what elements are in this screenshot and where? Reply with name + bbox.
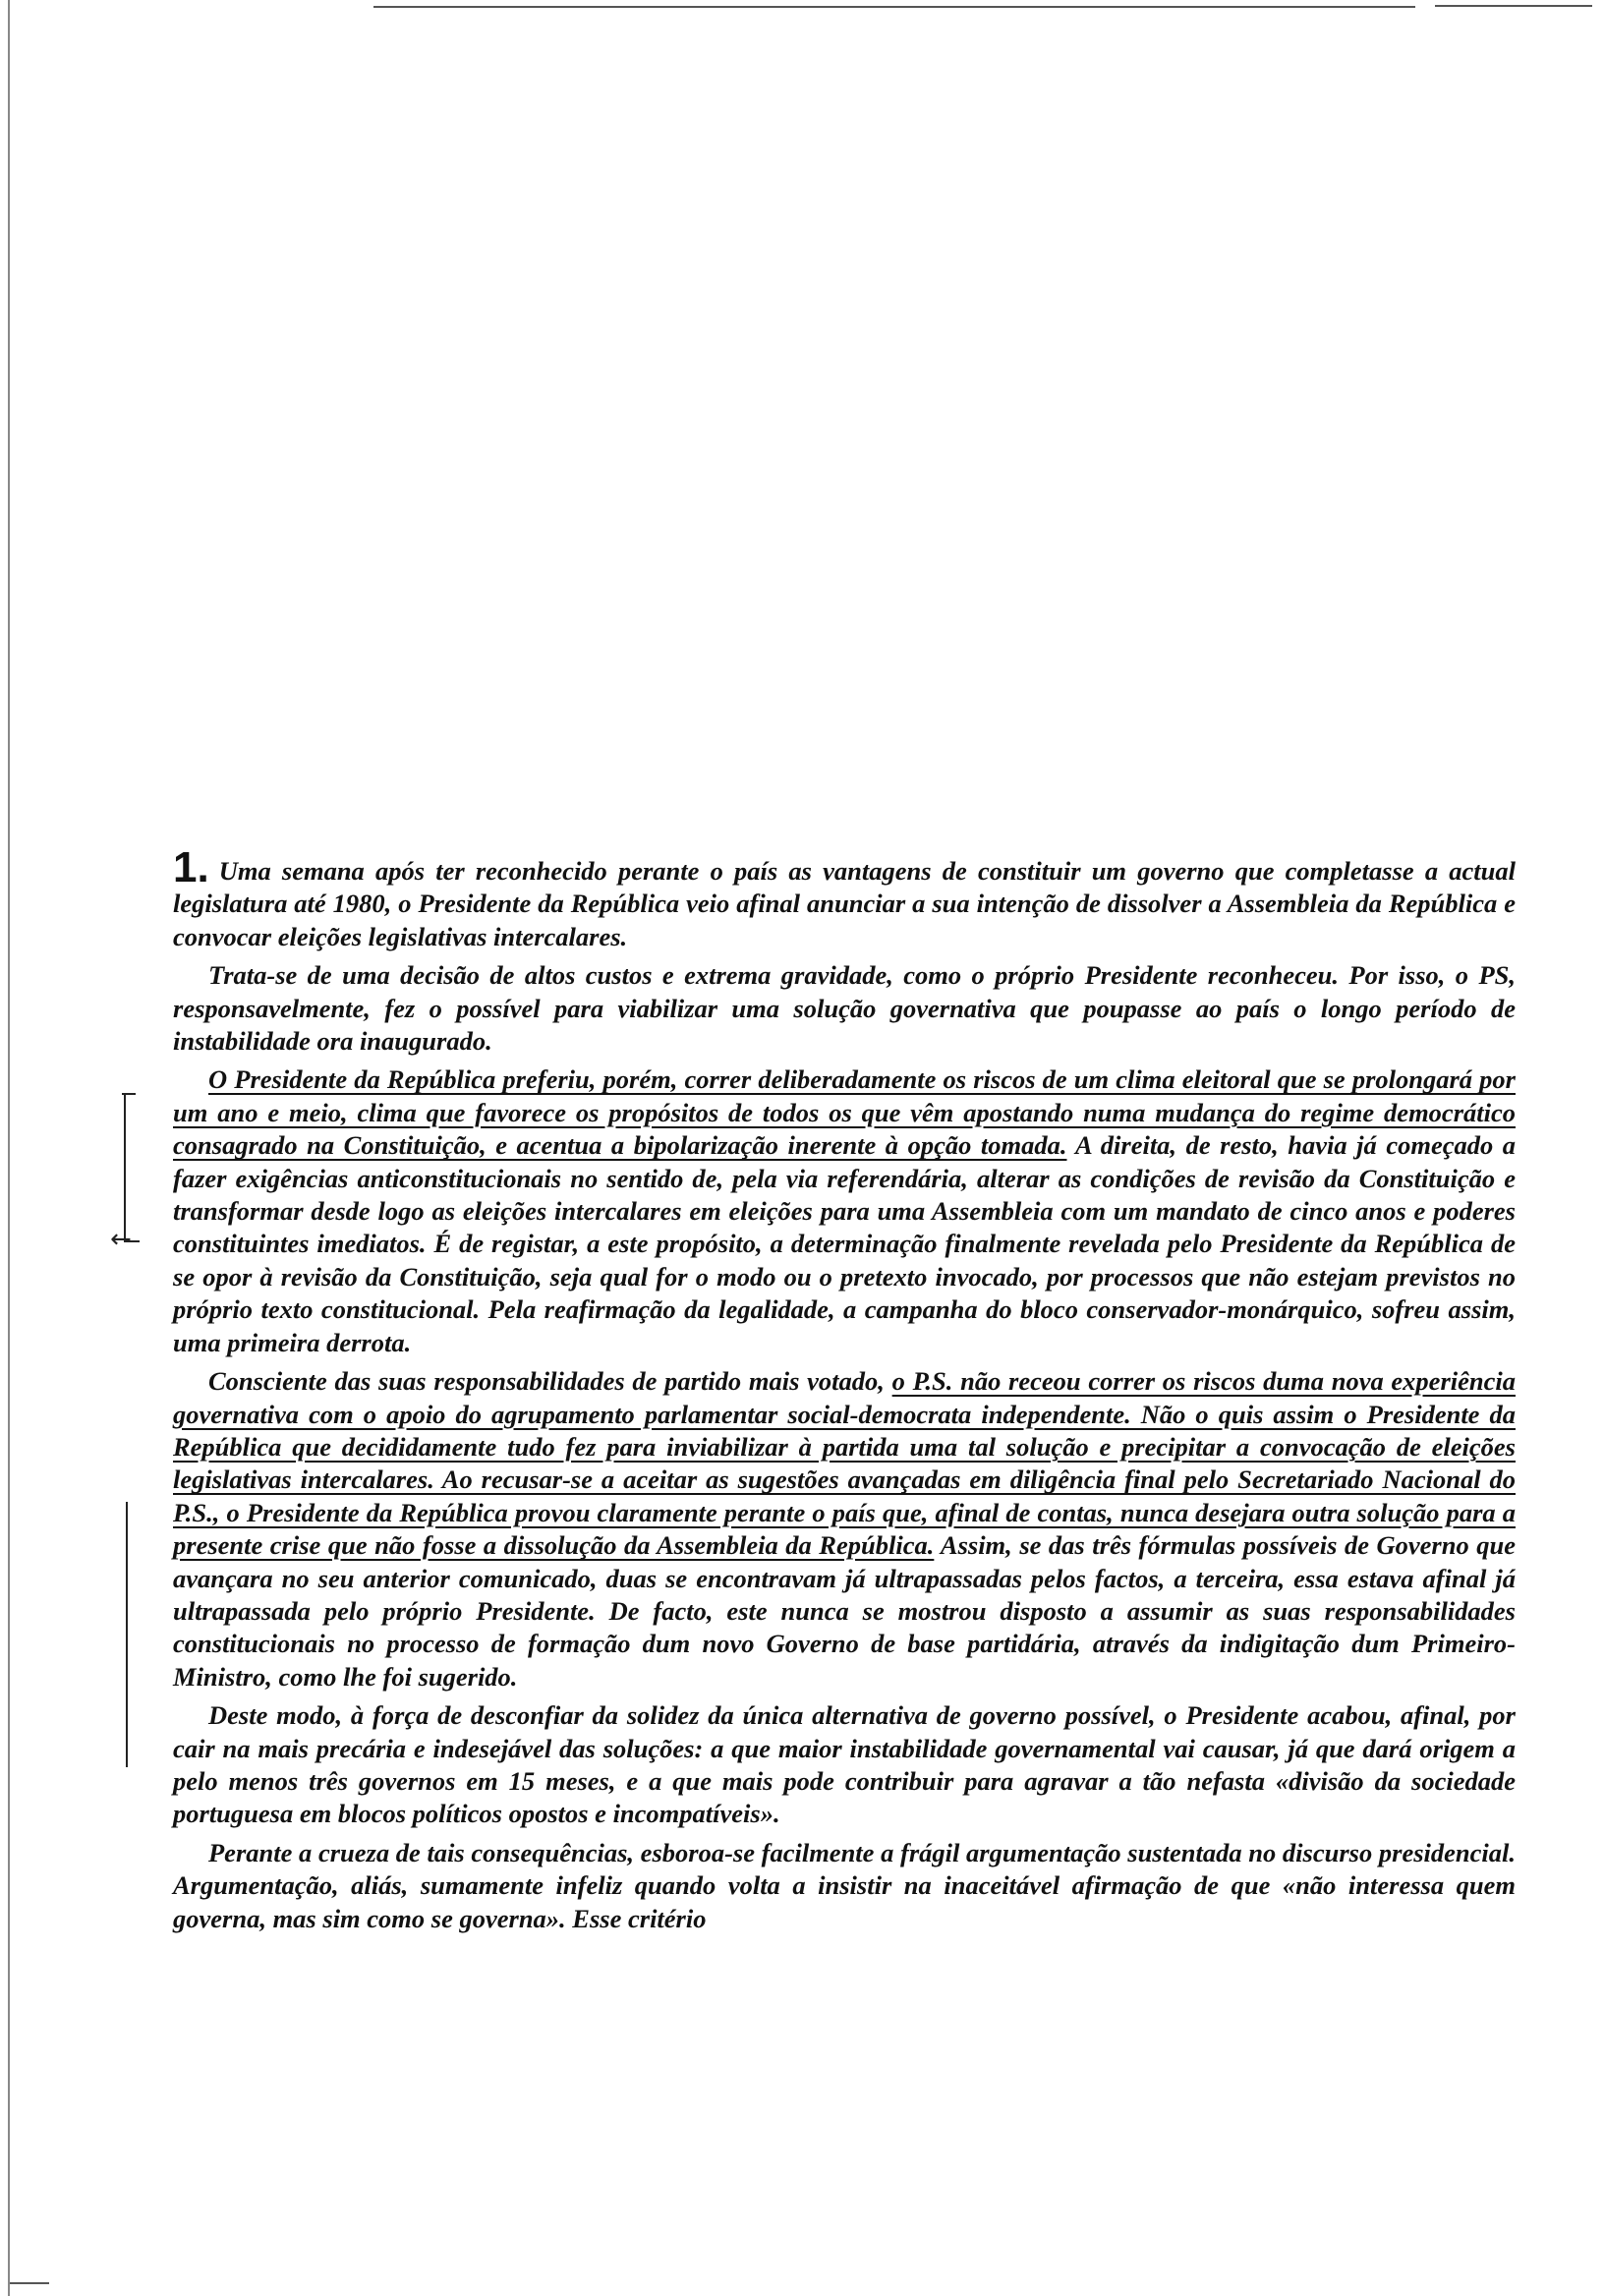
paragraph-5-text: Deste modo, à força de desconfiar da solidez da única alternativa de governo possível, o Presidente acabou, afinal, por cair na mais precária e indesejável das soluções: a que maior instabilidade governamental vai causar, já que dará origem a pelo menos três governos em 15 meses, e a que mais pode contribuir para agravar a tão nefasta «divisão da sociedade portuguesa em blocos políticos opostos e incompatíveis». — [173, 1700, 1516, 1829]
paragraph-4 — [173, 1365, 1516, 1693]
section-number: 1. — [173, 843, 209, 891]
paragraph-2-text: Trata-se de uma decisão de altos custos e extrema gravidade, como o próprio Presidente reconheceu. Por isso, o PS, responsavelmente, fez o possível para viabilizar uma solução governativa que poupasse ao país o longo período de instabilidade ora inaugurado. — [173, 960, 1516, 1057]
scan-edge-bottom — [10, 2282, 49, 2284]
paragraph-3-text: A direita, de resto, havia já começado a fazer exigências anticonstitucionais no sentido de, pela via referendária, alterar as condições de revisão da Constituição e transformar desde logo as eleições intercalares em eleições para uma Assembleia com um mandato de cinco anos e poderes constituintes imediatos. É de registar, a este propósito, a determinação finalmente revelada pelo Presidente da República de se opor à revisão da Constituição, seja qual for o modo ou o pretexto invocado, por processos que não estejam previstos no próprio texto constitucional. Pela reafirmação da legalidade, a campanha do bloco conservador-monárquico, sofreu assim, uma primeira derrota. — [173, 1130, 1516, 1357]
paragraph-4-text-start: Consciente das suas responsabilidades de partido mais votado, — [208, 1366, 892, 1397]
paragraph-6-text: Perante a crueza de tais consequências, esboroa-se facilmente a frágil argumentação sustentada no discurso presidencial. Argumentação, aliás, sumamente infeliz quando volta a insistir na inaceitável afirmação de que «não interessa quem governa, mas sim como se governa». Esse critério — [173, 1837, 1516, 1933]
paragraph-4-text-end: Assim, se das três fórmulas possíveis de Governo que avançara no seu anterior comunicado, duas se encontravam já ultrapassadas pelos factos, a terceira, essa estava afinal já ultrapassada pelo próprio Presidente. De facto, este nunca se mostrou disposto a assumir as suas responsabilidades constitucionais no processo de formação dum novo Governo de base partidária, através da indigitação dum Primeiro-Ministro, como lhe foi sugerido. — [173, 1530, 1516, 1692]
paragraph-1-text: Uma semana após ter reconhecido perante o país as vantagens de constituir um governo que completasse a actual legislatura até 1980, o Presidente da República veio afinal anunciar a sua intenção de dissolver a Assembleia da República e convocar eleições legislativas intercalares. — [173, 856, 1516, 951]
paragraph-6 — [173, 1837, 1516, 1935]
paragraph-1 — [173, 843, 1516, 953]
paragraph-5 — [173, 1699, 1516, 1831]
paragraph-3-underlined-text: O Presidente da República preferiu, porém, correr deliberadamente os riscos de um clima eleitoral que se prolongará por um ano e meio, clima que favorece os propósitos de todos os que vêm apostando numa mudança do regime democrático consagrado na Constituição, e acentua a bipolarização inerente à opção tomada. — [173, 1064, 1516, 1161]
paragraph-4-underlined-text: o P.S. não receou correr os riscos duma nova experiência governativa com o apoio do agrupamento parlamentar social-democrata independente. Não o quis assim o Presidente da República que decididamente tudo fez para inviabilizar à partida uma tal solução e precipitar a convocação de eleições legislativas intercalares. Ao recusar-se a aceitar as sugestões avançadas em diligência final pelo Secretariado Nacional do P.S., o Presidente da República provou claramente perante o país que, afinal de contas, nunca desejara outra solução para a presente crise que não fosse a dissolução da Assembleia da República. — [173, 1366, 1516, 1561]
scan-edge-top — [373, 6, 1415, 8]
scan-edge-left — [8, 0, 10, 2296]
margin-line-paragraph-4 — [126, 1502, 128, 1767]
margin-bracket-line — [124, 1093, 126, 1240]
scan-edge-top-right — [1435, 5, 1592, 7]
paragraph-3 — [173, 1063, 1516, 1359]
document-body — [173, 843, 1516, 1941]
paragraph-2 — [173, 959, 1516, 1058]
margin-arrow-icon: ← — [110, 1225, 132, 1254]
